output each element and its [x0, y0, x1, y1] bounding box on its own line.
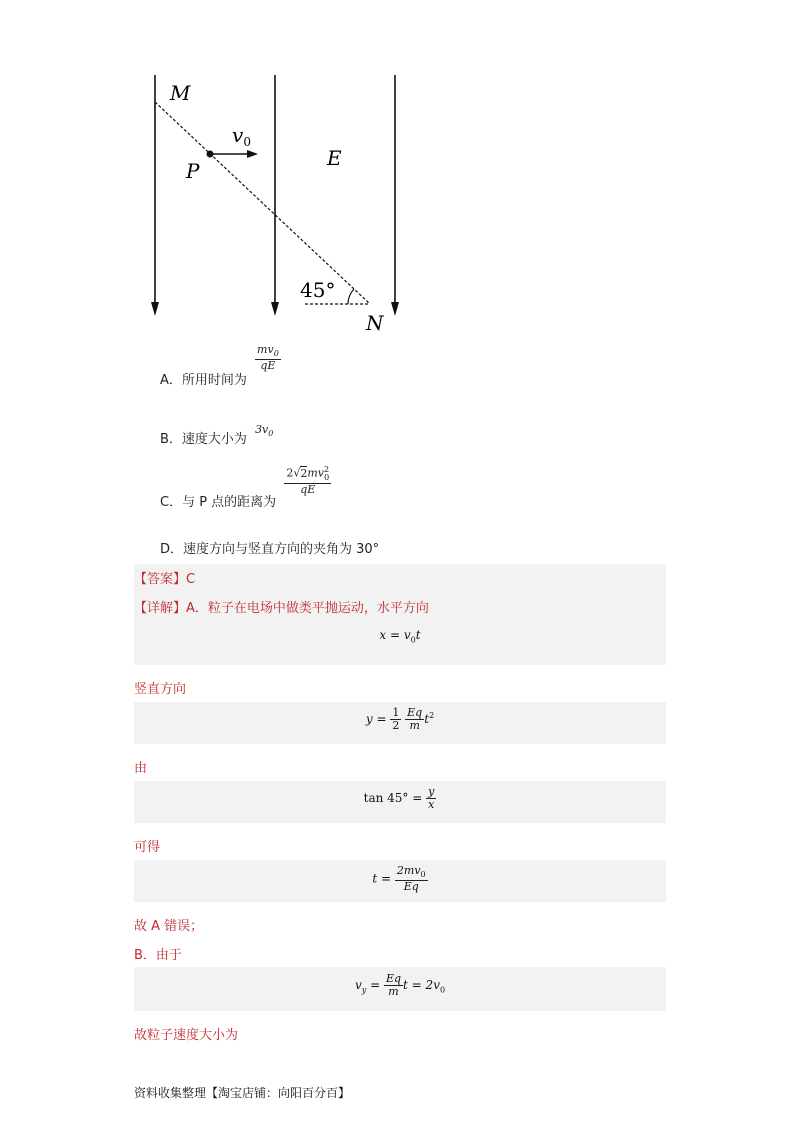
option-b-value: $3v_0$ [255, 423, 274, 439]
label-e: E [327, 146, 342, 170]
label-angle: 45° [300, 278, 336, 302]
equation-x: $x = v_0t$ [379, 628, 421, 645]
option-b [160, 418, 274, 447]
label-m: M [170, 81, 191, 105]
option-c-fraction: $\frac{2√2mv^2_0}{qE}$ [286, 465, 330, 496]
label-v: $v_0$ [232, 123, 251, 149]
option-c-label: C．与 P 点的距离为 [160, 495, 277, 511]
footer-text: 资料收集整理【淘宝店铺：向阳百分百】 [134, 1086, 351, 1100]
option-d-label: D．速度方向与竖直方向的夹角为 30° [160, 542, 380, 557]
option-d [160, 538, 379, 557]
equation-t: t = $\frac{2mv_0}{Eq}$ [372, 864, 426, 893]
speed-label: 故粒子速度大小为 [134, 1028, 239, 1043]
obtain-label: 可得 [134, 840, 161, 855]
field-diagram [130, 70, 430, 340]
option-a [160, 343, 281, 388]
option-c [160, 465, 331, 511]
option-a-fraction: $\frac{mv_0}{qE}$ [257, 343, 279, 372]
dashed-path-mn [155, 102, 370, 304]
b-since-line: B．由于 [134, 948, 182, 963]
vertical-label: 竖直方向 [134, 682, 187, 697]
angle-arc [348, 289, 354, 304]
equation-vy: $v_y$ = $\frac{Eq}{m}$ $t = 2v_0$ [354, 972, 446, 999]
label-p: P [186, 159, 200, 183]
equation-tan: tan 45° = $\frac{y}{x}$ [363, 785, 435, 812]
detail-line: 【详解】A．粒子在电场中做类平抛运动，水平方向 [134, 601, 429, 616]
a-wrong-line: 故 A 错误； [134, 919, 204, 934]
option-a-label: A．所用时间为 [160, 372, 247, 388]
label-n: N [366, 311, 384, 335]
equation-y: y = $\frac{1}{2}$ $\frac{Eq}{m}$ $t^2$ [365, 706, 435, 733]
option-b-label: B．速度大小为 [160, 432, 247, 447]
by-label: 由 [134, 761, 148, 776]
answer-line: 【答案】C [134, 572, 196, 587]
